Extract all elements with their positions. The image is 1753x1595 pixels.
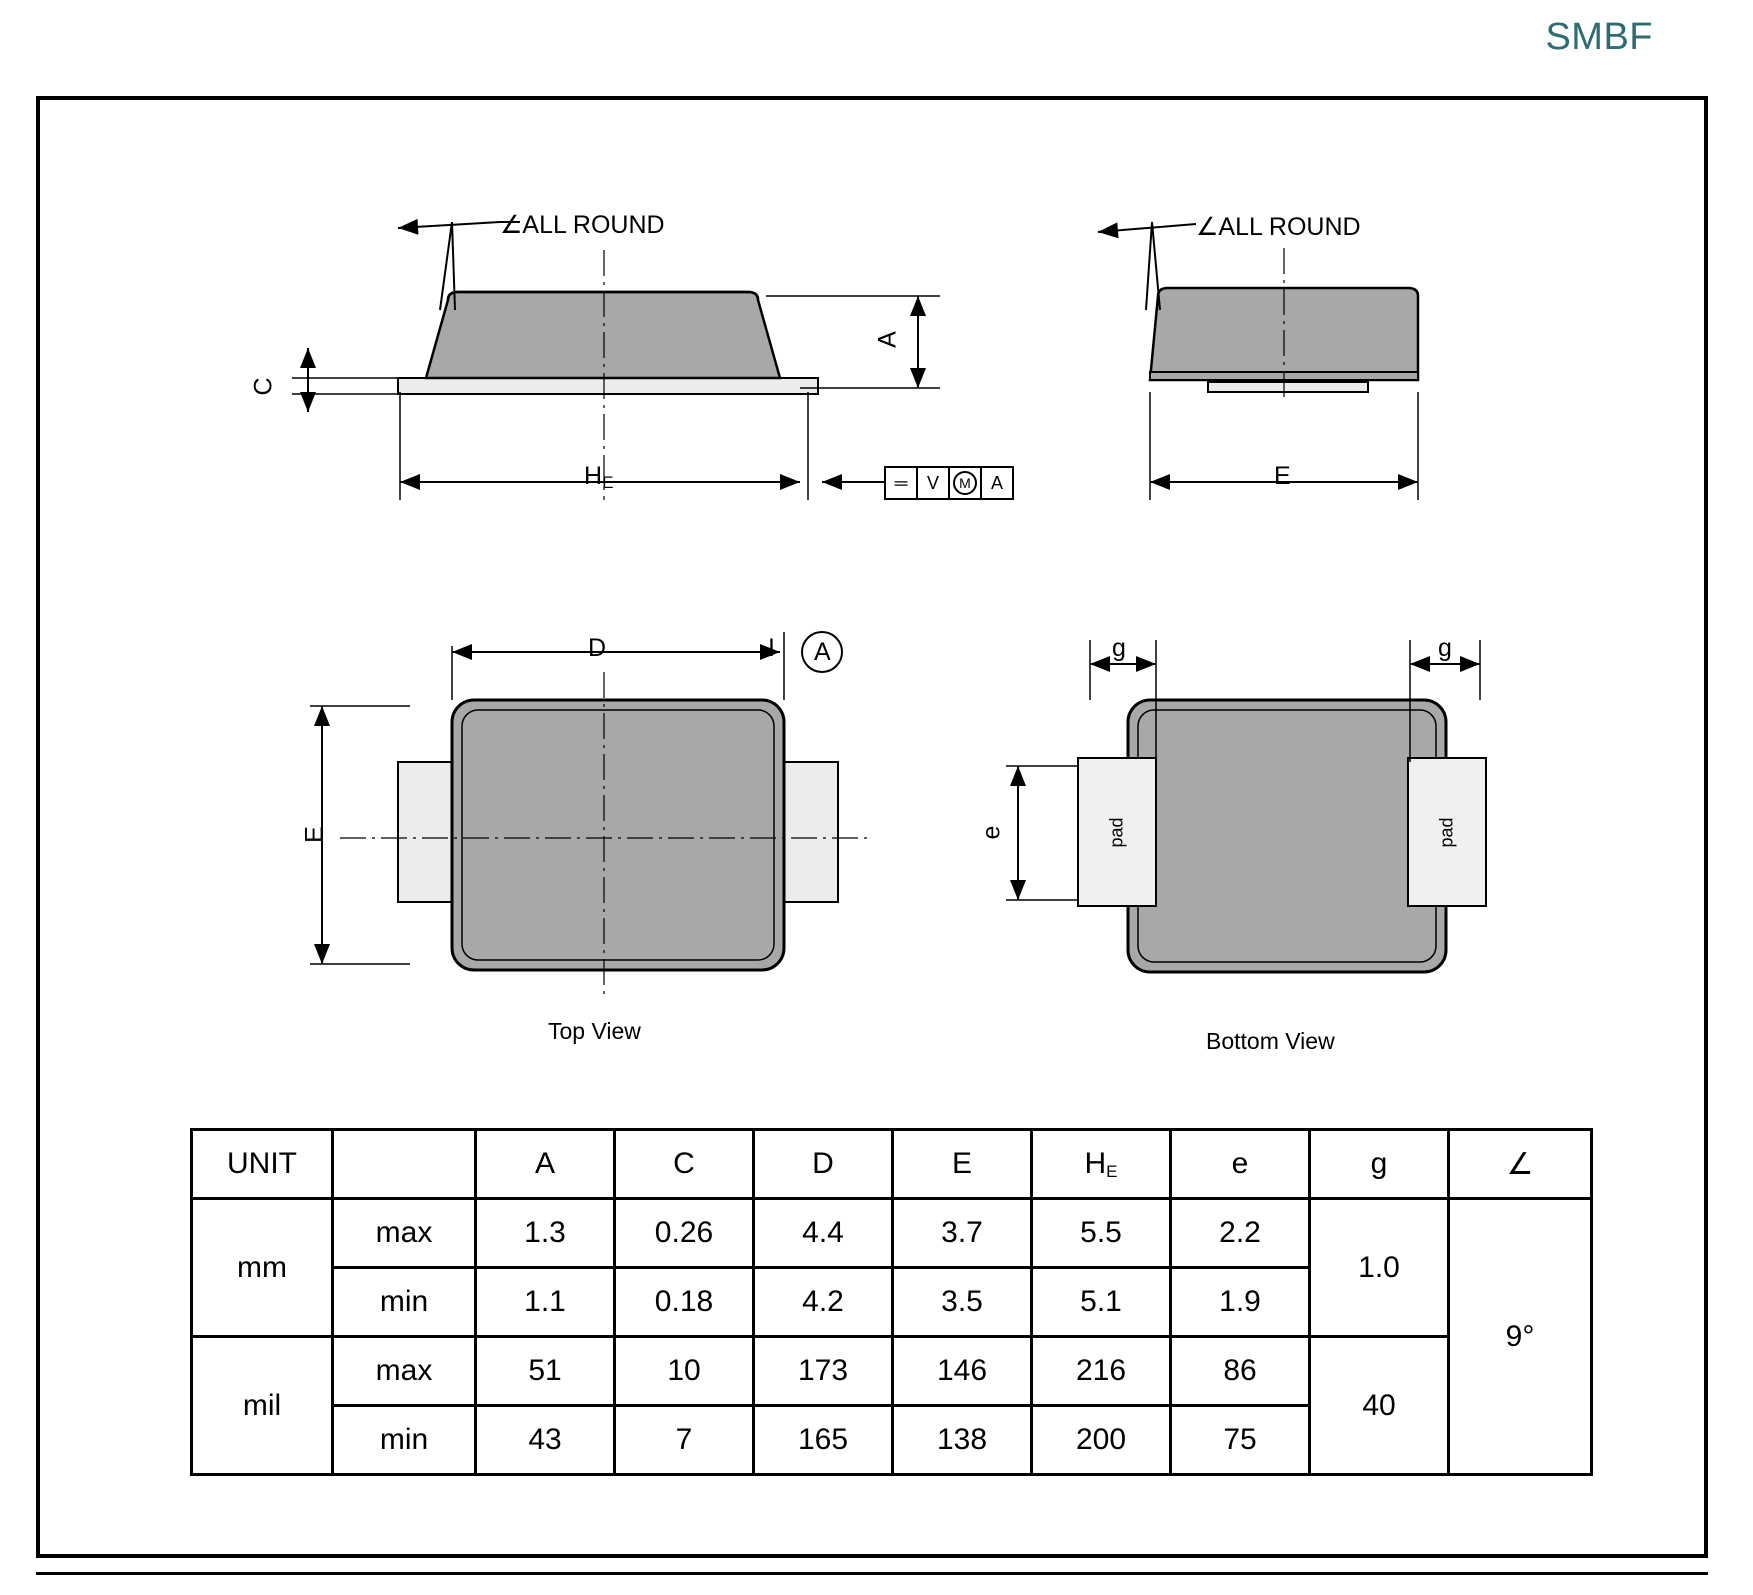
- header-d: D: [754, 1130, 893, 1199]
- header-unit: UNIT: [192, 1130, 333, 1199]
- dimension-label-e-side: E: [1274, 462, 1291, 490]
- fcf-modifier: M: [950, 468, 982, 498]
- cell-g-mil: 40: [1310, 1337, 1449, 1475]
- dimension-label-c: C: [249, 377, 278, 396]
- header-g: g: [1310, 1130, 1449, 1199]
- fcf-symbol: ═: [886, 468, 918, 498]
- row-label-min: min: [333, 1268, 476, 1337]
- unit-mm: mm: [192, 1199, 333, 1337]
- fcf-datum: A: [990, 472, 1003, 493]
- unit-mil: mil: [192, 1337, 333, 1475]
- cell-c: 7: [615, 1406, 754, 1475]
- top-view-caption: Top View: [548, 1018, 641, 1044]
- cell-angle: 9°: [1449, 1199, 1592, 1475]
- all-round-label-right: ∠ALL ROUND: [1196, 213, 1361, 241]
- cell-e-pitch: 1.9: [1171, 1268, 1310, 1337]
- side-view-right: [1098, 222, 1418, 500]
- row-label-max: max: [333, 1199, 476, 1268]
- cell-a: 1.3: [476, 1199, 615, 1268]
- cell-e: 3.5: [893, 1268, 1032, 1337]
- row-label-min: min: [333, 1406, 476, 1475]
- cell-d: 4.2: [754, 1268, 893, 1337]
- cell-a: 43: [476, 1406, 615, 1475]
- datum-leader-label: I: [768, 634, 775, 662]
- pad-label-right: pad: [1436, 817, 1457, 848]
- dimension-label-d: D: [588, 634, 607, 662]
- header-c: C: [615, 1130, 754, 1199]
- table-row: [192, 1199, 1592, 1268]
- dimension-table: [190, 1128, 1593, 1476]
- header-angle: ∠: [1449, 1130, 1592, 1199]
- fcf-tolerance: V: [918, 468, 950, 498]
- cell-e: 3.7: [893, 1199, 1032, 1268]
- header-blank: [333, 1130, 476, 1199]
- dimension-label-he: $H_E$: [584, 462, 614, 492]
- feature-control-frame: [884, 466, 1014, 500]
- side-view-left: [292, 222, 940, 500]
- row-label-max: max: [333, 1337, 476, 1406]
- dimension-label-g-right: g: [1438, 634, 1452, 662]
- bottom-view: [1006, 640, 1486, 972]
- cell-d: 173: [754, 1337, 893, 1406]
- cell-d: 165: [754, 1406, 893, 1475]
- dimension-label-a: A: [873, 331, 902, 348]
- cell-a: 1.1: [476, 1268, 615, 1337]
- dimension-label-e-top: E: [300, 826, 329, 843]
- cell-he: 5.1: [1032, 1268, 1171, 1337]
- table-row: [192, 1337, 1592, 1406]
- cell-e-pitch: 86: [1171, 1337, 1310, 1406]
- cell-g-mm: 1.0: [1310, 1199, 1449, 1337]
- cell-he: 5.5: [1032, 1199, 1171, 1268]
- header-he: $H_E$: [1032, 1130, 1171, 1199]
- cell-c: 0.26: [615, 1199, 754, 1268]
- cell-c: 10: [615, 1337, 754, 1406]
- cell-a: 51: [476, 1337, 615, 1406]
- dimension-label-g-left: g: [1112, 634, 1126, 662]
- table-header-row: [192, 1130, 1592, 1199]
- bottom-view-caption: Bottom View: [1206, 1028, 1335, 1054]
- cell-e: 138: [893, 1406, 1032, 1475]
- header-a: A: [476, 1130, 615, 1199]
- cell-he: 200: [1032, 1406, 1171, 1475]
- cell-e-pitch: 2.2: [1171, 1199, 1310, 1268]
- top-view: [310, 632, 870, 996]
- cell-d: 4.4: [754, 1199, 893, 1268]
- dimension-label-e-pitch: e: [977, 825, 1006, 840]
- cell-c: 0.18: [615, 1268, 754, 1337]
- cell-e: 146: [893, 1337, 1032, 1406]
- all-round-label-left: ∠ALL ROUND: [500, 211, 665, 239]
- page-title: SMBF: [1545, 16, 1653, 58]
- pad-label-left: pad: [1106, 817, 1127, 848]
- cell-he: 216: [1032, 1337, 1171, 1406]
- header-e-pitch: e: [1171, 1130, 1310, 1199]
- header-e: E: [893, 1130, 1032, 1199]
- datum-a-circle-label: A: [814, 638, 831, 666]
- cell-e-pitch: 75: [1171, 1406, 1310, 1475]
